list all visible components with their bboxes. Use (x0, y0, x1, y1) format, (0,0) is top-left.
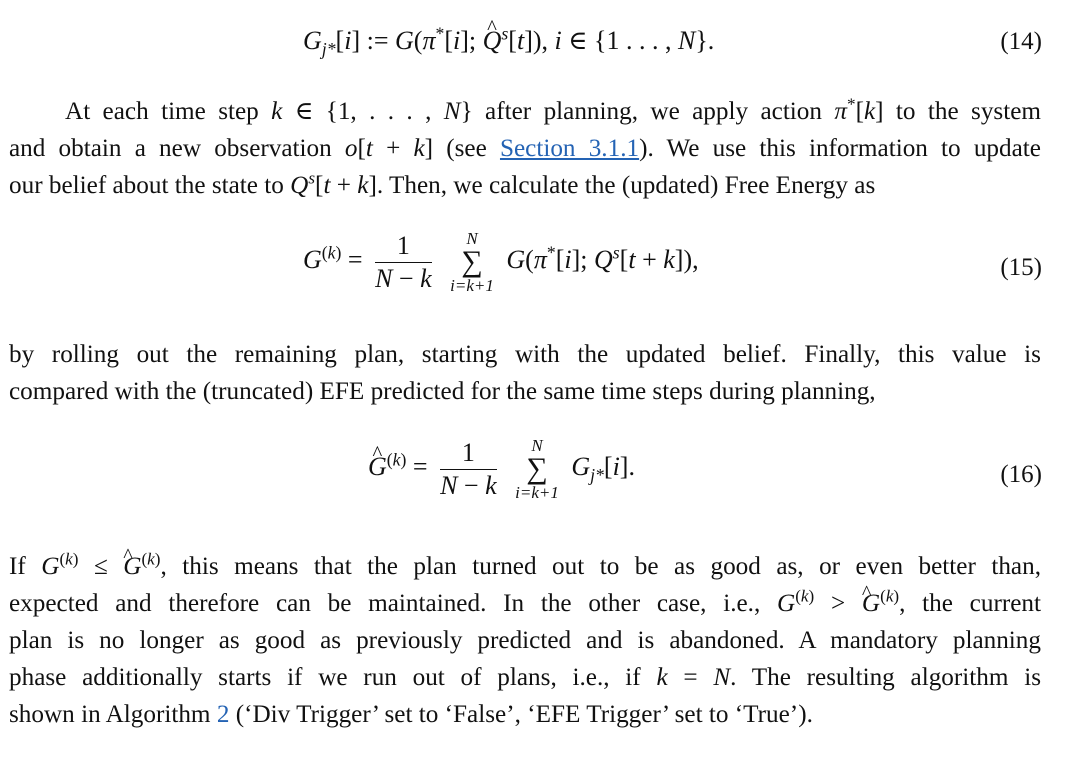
paragraph-2-line-1: by rolling out the remaining plan, starting with the updated belief. Finally, this value is (9, 341, 1041, 368)
section-link[interactable]: Section 3.1.1 (499, 135, 640, 162)
paragraph-3-line-3: plan is no longer as good as previously predicted and is abandoned. A mandatory planning (9, 627, 1041, 654)
paragraph-2 (9, 336, 1041, 410)
equation-number: (15) (1000, 254, 1042, 281)
equation-14-body: $G_{j*}[i]$ := G(π*[i]; ^ $Q^s[t]$), i ∈ {1 . . . , N}. (303, 26, 714, 56)
paragraph-1-line-1: At each time step k ∈ {1, . . . , N} after planning, we apply action π*[k] to the system (65, 94, 1041, 125)
paragraph-1-line-3: our belief about the state to $Q^s[t + k]$. Then, we calculate the (updated) Free Energy as (9, 168, 876, 199)
paragraph-3 (9, 548, 1041, 733)
equation-number: (16) (1000, 461, 1042, 488)
equation-15-body: $G^{(k)}$ = $\frac{1}{N - k}$ N ∑ i=k+1 G(π*[i]; $Q^s[t + k]$), (303, 229, 699, 295)
paragraph-1 (9, 93, 1041, 204)
paragraph-3-line-1: If $G^{(k)}$ ≤ ^ $G^{(k)}$, this means that the plan turned out to be as good as, or even better than, (9, 548, 1041, 585)
equation-number: (14) (1000, 28, 1042, 55)
equation-15 (0, 229, 1080, 295)
equation-16-body: ^ $G^{(k)}$ = $\frac{1}{N - k}$ N ∑ i=k+1 $G_{j*}[i]$. (368, 437, 635, 501)
equation-16 (0, 436, 1080, 502)
equation-14 (0, 23, 1080, 86)
paragraph-3-line-4: phase additionally starts if we run out of plans, i.e., if k = N. The resulting algorithm is (9, 664, 1041, 691)
paragraph-3-line-2: expected and therefore can be maintained. In the other case, i.e., $G^{(k)}$ > ^ $G^{(k)}$, the current (9, 585, 1041, 622)
paragraph-1-line-2: and obtain a new observation o[t + k] (see Section 3.1.1). We use this information to update (9, 135, 1041, 162)
algorithm-link[interactable]: 2 (216, 701, 230, 728)
paragraph-3-line-5: shown in Algorithm 2 (‘Div Trigger’ set to ‘False’, ‘EFE Trigger’ set to ‘True’). (9, 701, 813, 728)
paragraph-2-line-2: compared with the (truncated) EFE predicted for the same time steps during planning, (9, 378, 876, 405)
